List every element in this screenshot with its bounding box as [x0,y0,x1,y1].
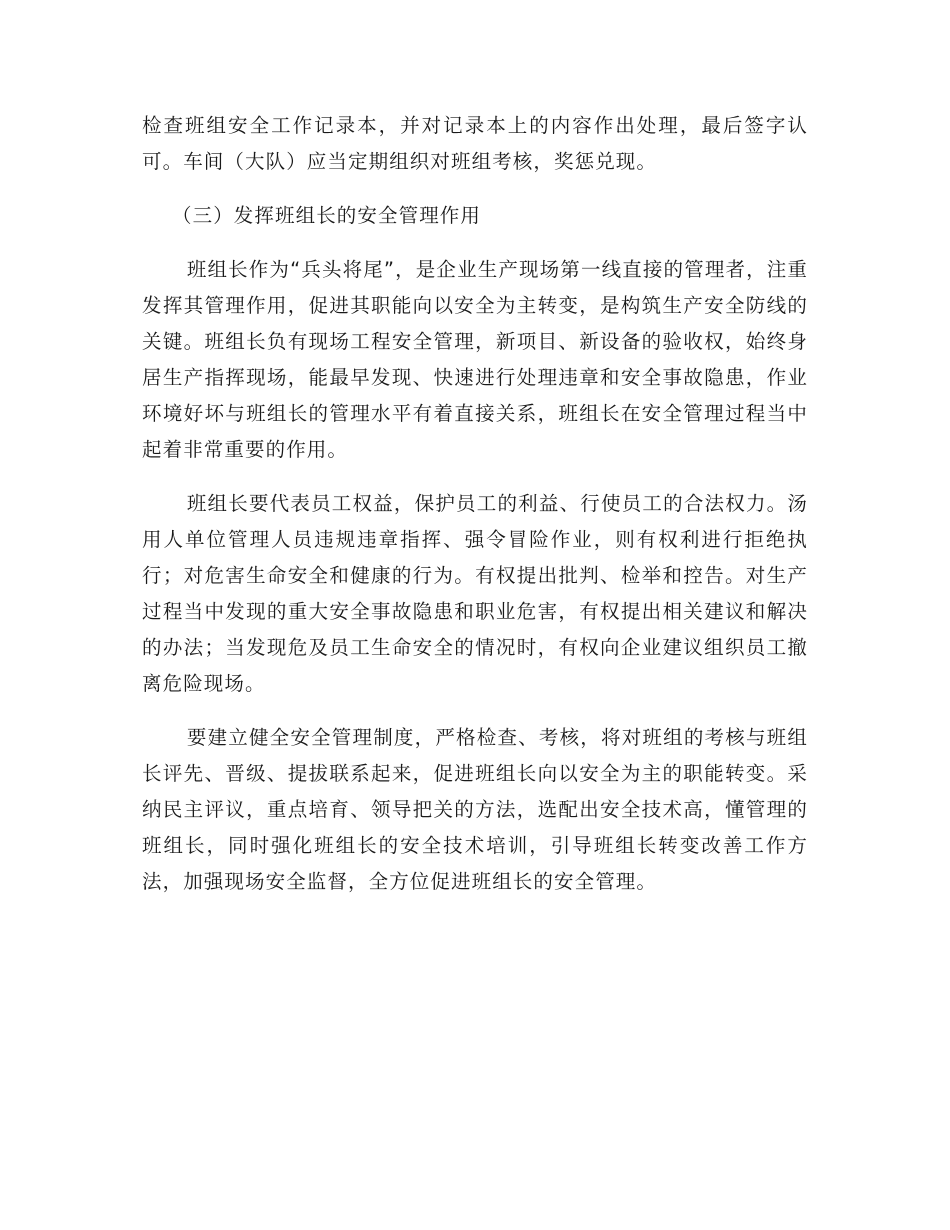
paragraph-continuation: 检查班组安全工作记录本，并对记录本上的内容作出处理，最后签字认可。车间（大队）应当定期组织对班组考核，奖惩兑现。 [142,114,808,173]
section-heading: （三）发挥班组长的安全管理作用 [172,204,482,227]
document-body [142,108,808,900]
paragraph-management-system: 要建立健全安全管理制度，严格检查、考核，将对班组的考核与班组长评先、晋级、提拔联系起来，促进班组长向以安全为主的职能转变。采纳民主评议，重点培育、领导把关的方法，选配出安全技术高，懂管理的班组长，同时强化班组长的安全技术培训，引导班组长转变改善工作方法，加强现场安全监督，全方位促进班组长的安全管理。 [142,726,808,893]
paragraph-team-leader-role: 班组长作为“兵头将尾”，是企业生产现场第一线直接的管理者，注重发挥其管理作用，促进其职能向以安全为主转变，是构筑生产安全防线的关键。班组长负有现场工程安全管理，新项目、新设备的验收权，始终身居生产指挥现场，能最早发现、快速进行处理违章和安全事故隐患，作业环境好坏与班组长的管理水平有着直接关系，班组长在安全管理过程当中起着非常重要的作用。 [142,258,808,461]
paragraph-employee-rights: 班组长要代表员工权益，保护员工的利益、行使员工的合法权力。汤用人单位管理人员违规违章指挥、强令冒险作业，则有权利进行拒绝执行；对危害生命安全和健康的行为。有权提出批判、检举和控告。对生产过程当中发现的重大安全事故隐患和职业危害，有权提出相关建议和解决的办法；当发现危及员工生命安全的情况时，有权向企业建议组织员工撤离危险现场。 [142,492,808,695]
